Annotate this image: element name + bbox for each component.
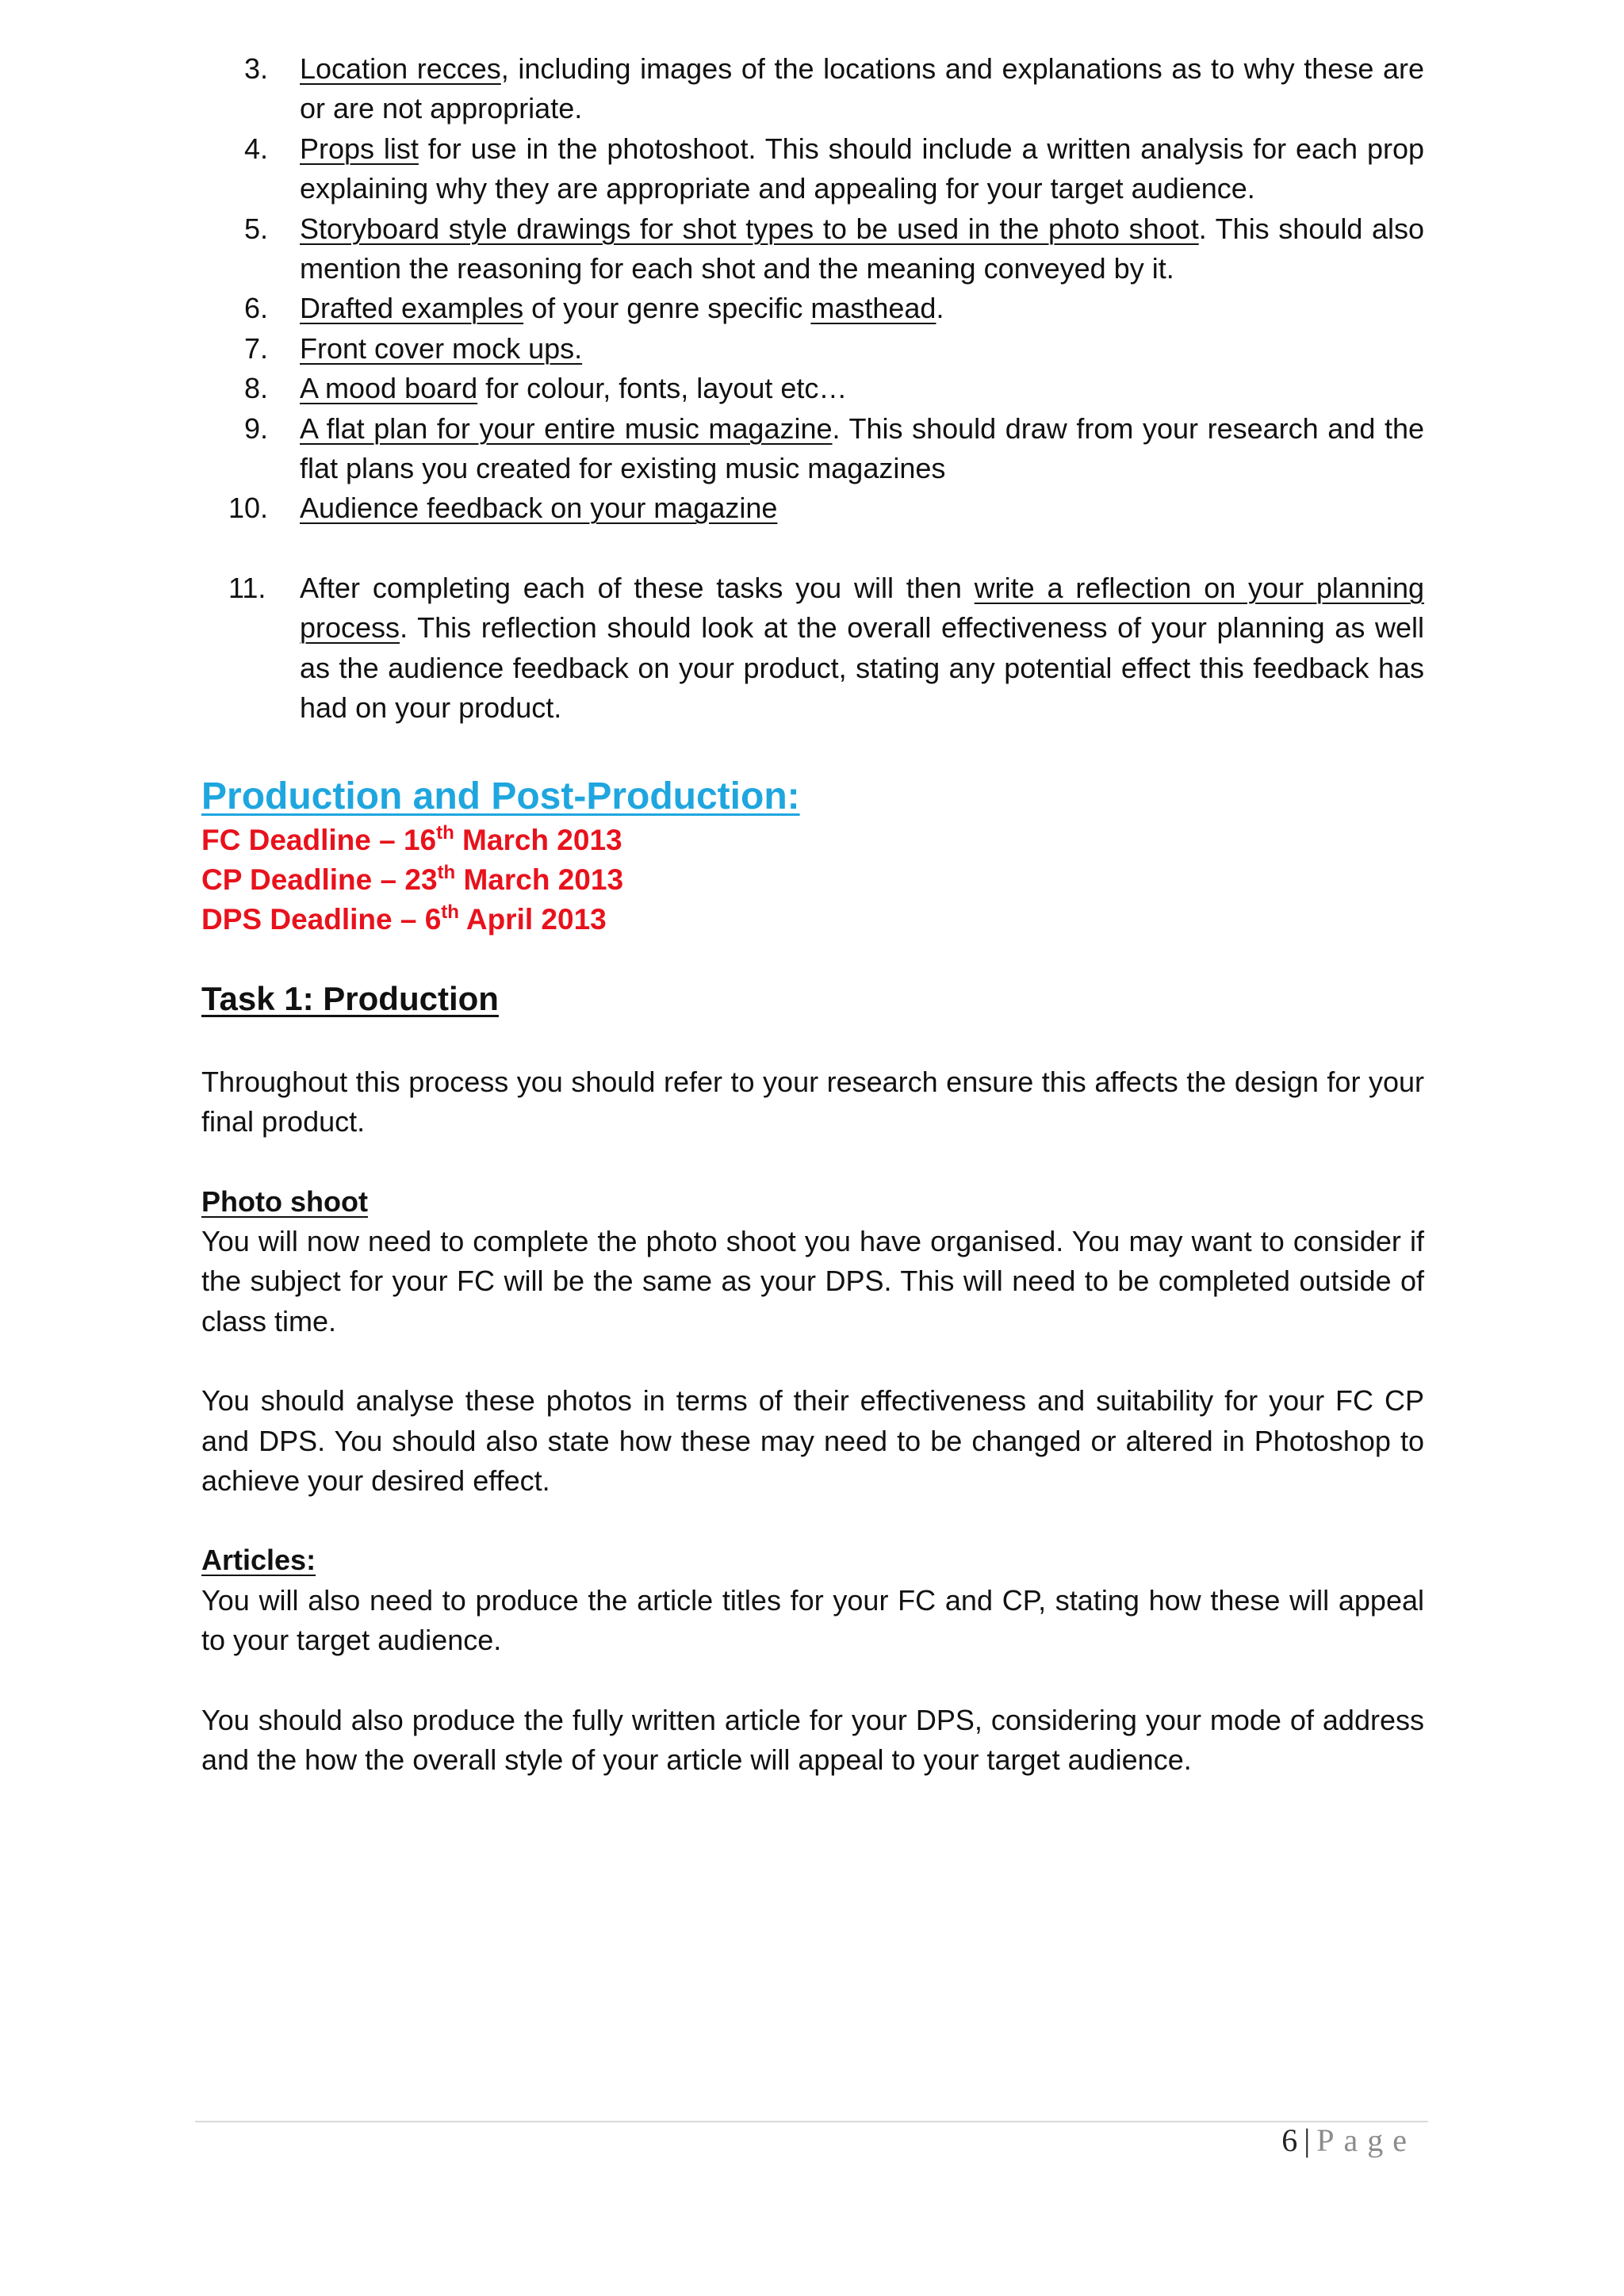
list-number: 4. <box>244 132 269 165</box>
list-item-link: Front cover mock ups. <box>300 331 583 365</box>
deadline-ordinal: th <box>441 901 459 924</box>
page-number: 6 <box>1281 2122 1298 2158</box>
list-item-text: , including images of the locations and explanations as to why these are or are not appropriate. <box>300 52 1425 125</box>
list-item <box>201 409 1424 489</box>
deadline-cp <box>201 860 1424 900</box>
list-item-link: Props list <box>300 132 419 165</box>
list-item <box>201 289 1424 328</box>
list-item-text: . This should draw from your research and the flat plans you created for existing music magazines <box>300 411 1424 485</box>
list-number: 5. <box>244 212 269 245</box>
list-number: 6. <box>244 292 269 325</box>
list-item-text: After completing each of these tasks you will then <box>300 571 975 604</box>
list-item <box>201 329 1424 369</box>
task-heading: Task 1: Production <box>201 979 499 1017</box>
list-item <box>201 369 1424 408</box>
deadline-fc <box>201 821 1424 860</box>
articles-paragraph: You should also produce the fully written article for your DPS, considering your mode of address and the how the overall style of your article will appeal to your target audience. <box>201 1703 1424 1776</box>
list-number: 10. <box>228 492 269 525</box>
deadline-text: March 2013 <box>454 823 622 856</box>
articles-heading: Articles: <box>201 1544 316 1577</box>
list-number: 8. <box>244 372 269 405</box>
deadline-ordinal: th <box>437 861 456 883</box>
list-item-link: A mood board <box>300 372 478 405</box>
footer-separator: | <box>1304 2122 1311 2158</box>
list-number: 3. <box>244 52 269 85</box>
list-item-link: Storyboard style drawings for shot types to be used in the photo shoot <box>300 212 1199 245</box>
list-item <box>201 129 1424 209</box>
list-number: 11. <box>228 571 266 604</box>
list-item-text: for use in the photoshoot. This should include a written analysis for each prop explaining why they are appropriate and appealing for your target audience. <box>300 132 1424 205</box>
list-number: 7. <box>244 331 269 365</box>
list-item-link: A flat plan for your entire music magazine <box>300 411 833 445</box>
page-footer <box>1281 2122 1416 2159</box>
list-item-link: Audience feedback on your magazine <box>300 492 778 525</box>
planning-task-list <box>201 49 1424 729</box>
footer-divider <box>195 2121 1428 2122</box>
list-item-text: . This should also mention the reasoning for each shot and the meaning conveyed by it. <box>300 212 1424 285</box>
deadline-ordinal: th <box>436 821 454 844</box>
list-item-link: write a reflection on your planning process <box>300 571 1425 645</box>
list-item-text: . <box>936 292 944 325</box>
photo-shoot-heading: Photo shoot <box>201 1184 368 1218</box>
page-content <box>201 49 1424 1780</box>
list-item-link-masthead: masthead <box>810 292 936 325</box>
list-item-text: for colour, fonts, layout etc… <box>477 372 848 405</box>
list-number: 9. <box>244 411 269 445</box>
list-item-link: Location recces <box>300 52 501 85</box>
photo-shoot-paragraph: You should analyse these photos in terms of their effectiveness and suitability for your FC CP and DPS. You should also state how these may need to be changed or altered in Photoshop to achieve your desired effect. <box>201 1384 1424 1497</box>
deadline-dps <box>201 900 1424 939</box>
deadline-list <box>201 821 1424 940</box>
section-heading: Production and Post-Production: <box>201 775 800 817</box>
list-item-link: Drafted examples <box>300 292 524 325</box>
list-item-text: . This reflection should look at the overall effectiveness of your planning as well as the audience feedback on your product, stating any potential effect this feedback has had on your product. <box>300 611 1424 725</box>
page-label: Page <box>1316 2122 1416 2158</box>
deadline-text: March 2013 <box>455 863 624 896</box>
list-item <box>201 49 1424 129</box>
deadline-text: FC Deadline – 16 <box>201 823 437 856</box>
deadline-text: CP Deadline – 23 <box>201 863 438 896</box>
list-item-text: of your genre specific <box>523 292 811 325</box>
list-item <box>201 488 1424 528</box>
photo-shoot-paragraph: You will now need to complete the photo shoot you have organised. You may want to consider if the subject for your FC will be the same as your DPS. This will need to be completed outside of class time. <box>201 1224 1424 1337</box>
articles-paragraph: You will also need to produce the article titles for your FC and CP, stating how these will appeal to your target audience. <box>201 1583 1424 1657</box>
list-item <box>201 568 1424 729</box>
intro-paragraph: Throughout this process you should refer to your research ensure this affects the design for your final product. <box>201 1065 1424 1138</box>
deadline-text: DPS Deadline – 6 <box>201 903 442 936</box>
deadline-text: April 2013 <box>458 903 607 936</box>
list-item <box>201 209 1424 289</box>
